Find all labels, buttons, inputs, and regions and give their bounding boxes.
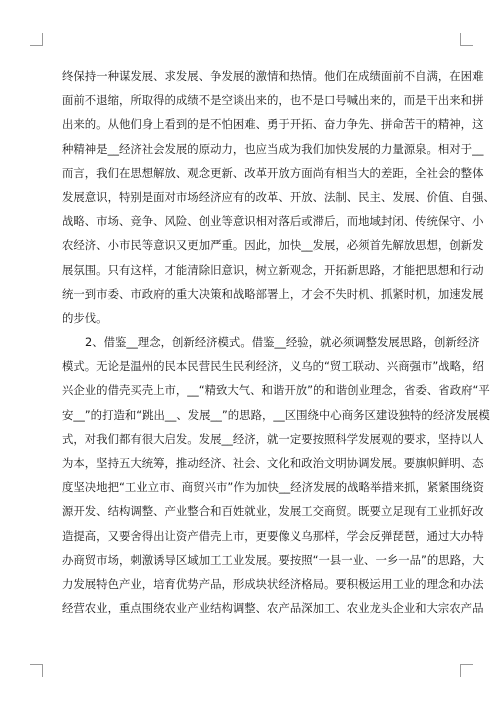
text-line: 为本，坚持五大统筹，推动经济、社会、文化和政治文明协调发展。要旗帜鲜明、态 [62,456,484,470]
text-line: 办商贸市场，刺激诱导区域加工工业发展。要按照“一县一业、一乡一品”的思路，大 [62,552,484,567]
text-line: 终保持一种谋发展、求发展、争发展的激情和热情。他们在成绩面前不自满，在困难 [62,69,484,83]
text-line: 度坚决地把“工业立市、商贸兴市”作为加快__经济发展的战略举措来抓，紧紧围绕资 [62,480,484,495]
text-line: 源开发、结构调整、产业整合和百姓就业，发展工交商贸。既要立足现有工业抓好改 [62,504,484,519]
text-line: 兴企业的借壳买壳上市，__“精致大气、和谐开放”的和谐创业理念，省委、省政府“平 [62,383,490,398]
text-line: 农经济、小市民等意识又更加严重。因此，加快__发展，必须首先解放思想，创新发 [62,238,484,253]
text-line: 力发展特色产业，培育优势产品，形成块状经济格局。要积极运用工业的理念和办法 [62,576,484,591]
crop-mark-top-right [460,33,473,46]
crop-mark-top-left [30,33,43,46]
text-line: 的步伐。 [62,310,108,325]
text-line: 安__”的打造和“跳出__、发展__”的思路，__区围绕中心商务区建设独特的经济发展模 [62,407,490,422]
text-line: 展氛围。只有这样，才能清除旧意识，树立新观念，开拓新思路，才能把思想和行动 [62,262,484,277]
crop-mark-bottom-left [30,664,43,677]
text-line: 战略、市场、竞争、风险、创业等意识相对落后或滞后，而地域封闭、传统保守、小 [62,214,484,229]
text-line: 发展意识，特别是面对市场经济应有的改革、开放、法制、民主、发展、价值、自强、 [62,189,495,204]
crop-mark-bottom-right [460,664,473,677]
text-line: 式，对我们都有很大启发。发展__经济，就一定要按照科学发展观的要求，坚持以人 [62,431,484,446]
document-body [62,64,495,620]
section-heading-line: 2、借鉴__理念，创新经济模式。借鉴__经验，就必须调整发展思路，创新经济 [85,335,480,350]
text-line: 造提高，又要舍得出让资产借壳上市，更要像义乌那样，学会反弹琵琶，通过大办特 [62,528,484,543]
text-line: 种精神是__经济社会发展的原动力，也应当成为我们加快发展的力量源泉。相对于__ [62,141,484,156]
text-line: 统一到市委、市政府的重大决策和战略部署上，才会不失时机、抓紧时机，加速发展 [62,286,484,301]
text-line: 经营农业，重点围绕农业产业结构调整、农产品深加工、农业龙头企业和大宗农产品 [62,601,484,616]
text-line: 而言，我们在思想解放、观念更新、改革开放方面尚有相当大的差距，全社会的整体 [62,165,484,180]
text-line: 面前不退缩，所取得的成绩不是空谈出来的，也不是口号喊出来的，而是干出来和拼 [62,93,484,108]
text-line: 模式。无论是温州的民本民营民生民利经济，义乌的“贸工联动、兴商强市”战略，绍 [62,359,484,374]
text-line: 出来的。从他们身上看到的是不怕困难、勇于开拓、奋力争先、拼命苦干的精神，这 [62,117,484,132]
